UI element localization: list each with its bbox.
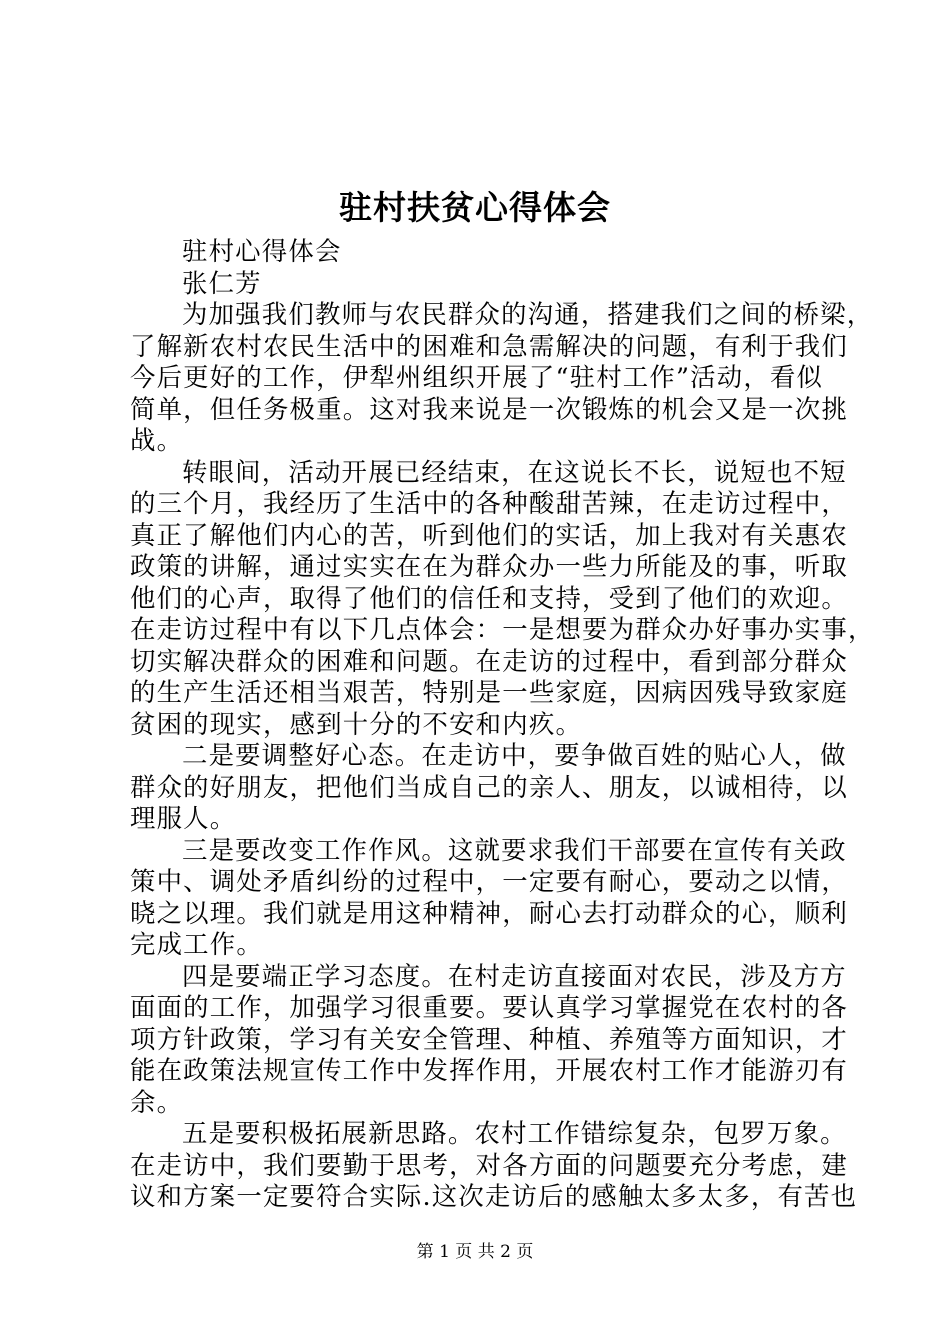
paragraph-line: 切实解决群众的困难和问题。在走访的过程中，看到部分群众 [130,645,848,676]
page-footer: 第 1 页 共 2 页 [416,1242,534,1262]
paragraph-line: 晓之以理。我们就是用这种精神，耐心去打动群众的心，顺利 [130,897,848,928]
paragraph-line: 的生产生活还相当艰苦，特别是一些家庭，因病因残导致家庭 [130,677,848,707]
paragraph [130,456,875,741]
paragraph-line: 在走访中，我们要勤于思考，对各方面的问题要充分考虑，建 [130,1149,848,1180]
paragraph-container [130,299,875,1213]
paragraph-line: 为加强我们教师与农民群众的沟通，搭建我们之间的桥梁， [182,299,874,329]
paragraph-line: 完成工作。 [130,929,263,959]
paragraph-line: 贫困的现实，感到十分的不安和内疚。 [130,708,583,739]
subtitle-line: 驻村心得体会 [182,236,342,266]
paragraph-line: 三是要改变工作作风。这就要求我们干部要在宣传有关政 [182,834,847,865]
paragraph-line: 面面的工作，加强学习很重要。要认真学习掌握党在农村的各 [130,992,848,1022]
paragraph-line: 策中、调处矛盾纠纷的过程中，一定要有耐心，要动之以情， [130,866,848,896]
paragraph-line: 他们的心声，取得了他们的信任和支持，受到了他们的欢迎。 [130,582,848,613]
paragraph-line: 二是要调整好心态。在走访中，要争做百姓的贴心人，做 [182,740,847,770]
paragraph-line: 简单，但任务极重。这对我来说是一次锻炼的机会又是一次挑 [130,393,848,424]
document-title: 驻村扶贫心得体会 [339,188,611,227]
paragraph [130,834,848,961]
paragraph [130,960,848,1119]
document-body [130,236,875,1213]
paragraph-line: 五是要积极拓展新思路。农村工作错综复杂，包罗万象。 [182,1118,847,1148]
paragraph-line: 群众的好朋友，把他们当成自己的亲人、朋友，以诚相待，以 [130,771,848,802]
paragraph-line: 四是要端正学习态度。在村走访直接面对农民，涉及方方 [182,960,847,991]
paragraph-line: 在走访过程中有以下几点体会：一是想要为群众办好事办实事， [130,614,875,644]
paragraph-line: 了解新农村农民生活中的困难和急需解决的问题，有利于我们 [130,330,848,361]
paragraph-line: 转眼间，活动开展已经结束，在这说长不长，说短也不短 [182,456,847,487]
author-line: 张仁芳 [182,267,262,298]
paragraph [130,299,874,457]
paragraph-line: 今后更好的工作，伊犁州组织开展了“驻村工作”活动，看似 [130,362,824,392]
paragraph-line: 政策的讲解，通过实实在在为群众办一些力所能及的事，听取 [130,551,848,581]
paragraph [130,740,848,835]
paragraph-line: 项方针政策，学习有关安全管理、种植、养殖等方面知识，才 [130,1023,848,1054]
paragraph-line: 的三个月，我经历了生活中的各种酸甜苦辣，在走访过程中， [130,488,848,518]
paragraph-line: 理服人。 [130,803,237,833]
paragraph-line: 余。 [130,1086,184,1117]
paragraph-line: 真正了解他们内心的苦，听到他们的实话，加上我对有关惠农 [130,519,848,550]
paragraph-line: 能在政策法规宣传工作中发挥作用，开展农村工作才能游刃有 [130,1055,848,1085]
paragraph-line: 战。 [130,425,184,455]
paragraph-line: 议和方案一定要符合实际.这次走访后的感触太多太多，有苦也 [130,1181,858,1211]
paragraph [130,1118,858,1213]
